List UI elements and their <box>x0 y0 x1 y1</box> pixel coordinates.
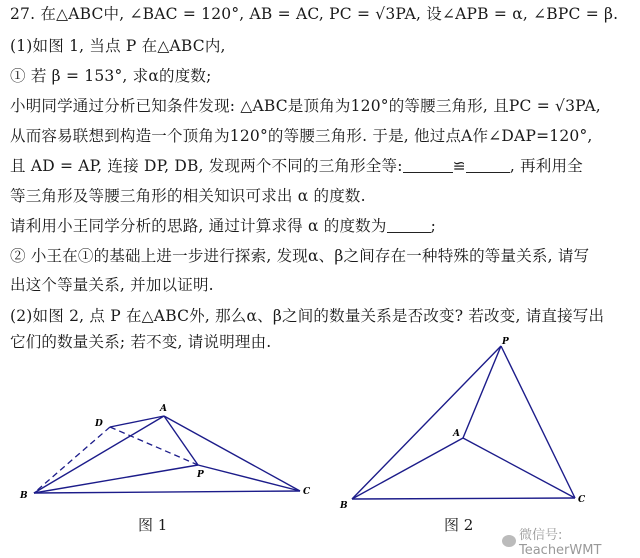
compute-alpha-line <box>10 214 436 236</box>
segment-cp <box>198 465 300 491</box>
segment-bp <box>352 346 501 499</box>
point-label-p: P <box>197 470 204 480</box>
point-label-c: C <box>303 487 311 497</box>
point-label-a: A <box>453 429 460 439</box>
part-1-condition: (1)如图 1, 当点 P 在△ABC内, <box>10 37 226 55</box>
congruent-symbol: ≌ <box>452 157 466 175</box>
analysis-line-4: 等三角形及等腰三角形的相关知识可求出 α 的度数. <box>10 187 366 205</box>
segment-bc <box>34 491 300 493</box>
part-1-question-2-line-2: 出这个等量关系, 并加以证明. <box>10 276 214 294</box>
part-1-question-2-line-1: ② 小王在①的基础上进一步进行探索, 发现α、β之间存在一种特殊的等量关系, 请写 <box>10 247 590 265</box>
answer-blank[interactable] <box>387 218 431 233</box>
point-label-a: A <box>160 404 167 414</box>
segment-db <box>34 427 110 493</box>
watermark-text: 微信号: TeacherWMT <box>518 528 602 558</box>
point-label-b: B <box>340 501 348 511</box>
segment-ap <box>164 416 198 465</box>
point-label-b: B <box>20 491 28 501</box>
part-1-question-1: ① 若 β = 153°, 求α的度数; <box>10 67 212 85</box>
point-label-c: C <box>578 495 586 505</box>
segment-ab <box>352 438 463 499</box>
figure-1-caption: 图 1 <box>138 516 168 534</box>
point-label-p: P <box>502 337 509 347</box>
segment-ap <box>463 346 501 438</box>
compute-alpha-text: 请利用小王同学分析的思路, 通过计算求得 α 的度数为 <box>10 217 387 235</box>
watermark <box>502 524 640 558</box>
compute-alpha-end: ; <box>430 217 437 235</box>
figure-2 <box>330 330 590 520</box>
analysis-line-1: 小明同学通过分析已知条件发现: △ABC是顶角为120°的等腰三角形, 且PC = √3PA, <box>10 97 601 115</box>
segment-cp <box>501 346 575 498</box>
segment-ac <box>463 438 575 498</box>
part-2-line-2: 它们的数量关系; 若不变, 请说明理由. <box>10 333 272 351</box>
analysis-line-2: 从而容易联想到构造一个顶角为120°的等腰三角形. 于是, 他过点A作∠DAP=120°, <box>10 127 593 145</box>
problem-statement: 27. 在△ABC中, ∠BAC = 120°, AB = AC, PC = √3PA, 设∠APB = α, ∠BPC = β. <box>10 5 619 23</box>
figure-2-caption: 图 2 <box>444 516 474 534</box>
segment-bc <box>352 498 575 499</box>
figure-1 <box>0 390 330 510</box>
wechat-icon <box>502 535 516 547</box>
answer-blank[interactable] <box>466 158 510 173</box>
analysis-line-3-end: , 再利用全 <box>509 157 583 175</box>
answer-blank[interactable] <box>403 158 453 173</box>
point-label-d: D <box>95 419 103 429</box>
segment-ac <box>164 416 300 491</box>
analysis-line-3 <box>10 154 583 176</box>
part-2-line-1: (2)如图 2, 点 P 在△ABC外, 那么α、β之间的数量关系是否改变? 若改变, 请直接写出 <box>10 307 605 325</box>
analysis-line-3-text: 且 AD = AP, 连接 DP, DB, 发现两个不同的三角形全等: <box>10 157 403 175</box>
